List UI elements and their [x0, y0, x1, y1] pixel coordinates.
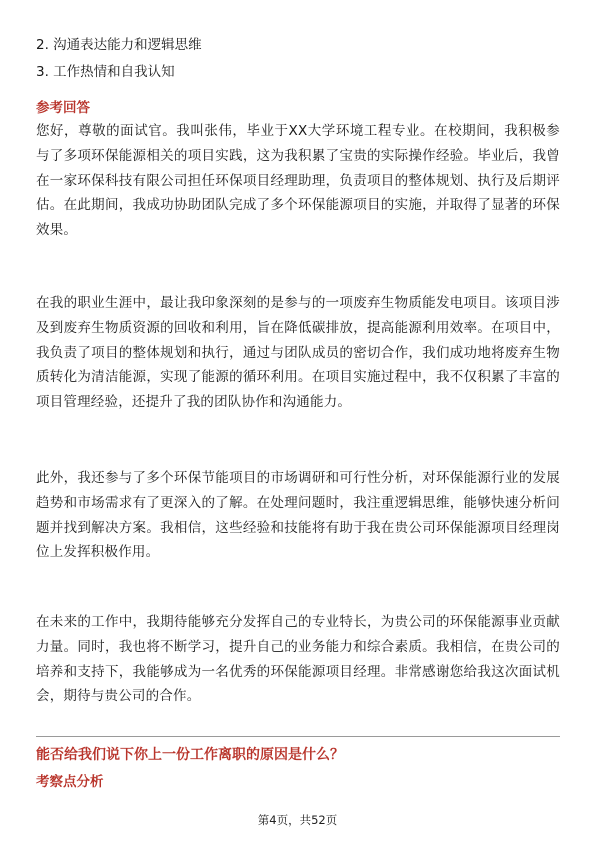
answer-paragraph-2: 在我的职业生涯中，最让我印象深刻的是参与的一项废弃生物质能发电项目。该项目涉及到废弃生物质资源的回收和利用，旨在降低碳排放，提高能源利用效率。在项目中，我负责了项目的整体规划和执行，通过与团队成员的密切合作，我们成功地将废弃生物质转化为清洁能源，实现了能源的循环利用。在项目实施过程中，我不仅积累了丰富的项目管理经验，还提升了我的团队协作和沟通能力。 — [36, 295, 560, 411]
section-divider — [36, 736, 560, 737]
answer-paragraph-1: 您好，尊敬的面试官。我叫张伟，毕业于XX大学环境工程专业。在校期间，我积极参与了多项环保能源相关的项目实践，这为我积累了宝贵的实际操作经验。毕业后，我曾在一家环保科技有限公司担任环保项目经理助理，负责项目的整体规划、执行及后期评估。在此期间，我成功协助团队完成了多个环保能源项目的实施，并取得了显著的环保效果。 — [36, 123, 560, 239]
list-item-3: 3. 工作热情和自我认知 — [36, 64, 175, 80]
page-number: 第4页，共52页 — [257, 813, 338, 827]
answer-paragraph-4: 在未来的工作中，我期待能够充分发挥自己的专业特长，为贵公司的环保能源事业贡献力量。同时，我也将不断学习，提升自己的业务能力和综合素质。我相信，在贵公司的培养和支持下，我能够成为一名优秀的环保能源项目经理。非常感谢您给我这次面试机会，期待与贵公司的合作。 — [36, 614, 560, 705]
list-item-2: 2. 沟通表达能力和逻辑思维 — [36, 37, 202, 53]
question-title: 能否给我们说下你上一份工作离职的原因是什么？ — [36, 747, 344, 763]
analysis-heading: 考察点分析 — [36, 774, 104, 790]
answer-paragraph-3: 此外，我还参与了多个环保节能项目的市场调研和可行性分析，对环保能源行业的发展趋势和市场需求有了更深入的了解。在处理问题时，我注重逻辑思维，能够快速分析问题并找到解决方案。我相信，这些经验和技能将有助于我在贵公司环保能源项目经理岗位上发挥积极作用。 — [36, 470, 560, 561]
answer-heading: 参考回答 — [36, 100, 90, 116]
